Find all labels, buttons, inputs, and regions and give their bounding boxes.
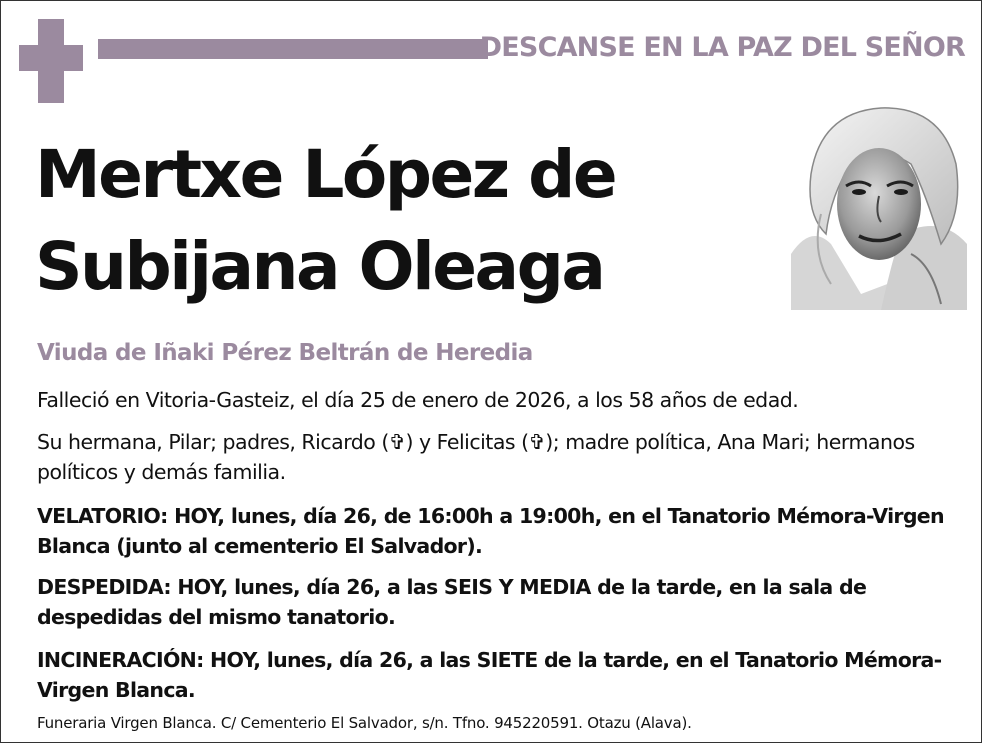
header-motto: DESCANSE EN LA PAZ DEL SEÑOR: [479, 32, 965, 63]
header-bar: [98, 39, 488, 59]
portrait-photo: [791, 104, 967, 310]
funeral-home-footer: Funeraria Virgen Blanca. C/ Cementerio El Salvador, s/n. Tfno. 945220591. Otazu (Alava).: [37, 714, 692, 732]
death-notice: Falleció en Vitoria-Gasteiz, el día 25 de enero de 2026, a los 58 años de edad.: [37, 388, 799, 412]
despedida-info: DESPEDIDA: HOY, lunes, día 26, a las SEIS Y MEDIA de la tarde, en la sala de despedidas del mismo tanatorio.: [37, 575, 867, 629]
widow-of-subtitle: Viuda de Iñaki Pérez Beltrán de Heredia: [37, 340, 533, 366]
velatorio-info: VELATORIO: HOY, lunes, día 26, de 16:00h a 19:00h, en el Tanatorio Mémora-Virgen Blanca (junto al cementerio El Salvador).: [37, 504, 944, 558]
deceased-name-line2: Subijana Oleaga: [35, 228, 604, 305]
incineracion-info: INCINERACIÓN: HOY, lunes, día 26, a las SIETE de la tarde, en el Tanatorio Mémora-Virgen Blanca.: [37, 648, 942, 702]
deceased-name-line1: Mertxe López de: [35, 136, 616, 213]
family-list: Su hermana, Pilar; padres, Ricardo (✞) y Felicitas (✞); madre política, Ana Mari; hermanos políticos y demás familia.: [37, 430, 915, 484]
deceased-name: [35, 129, 615, 313]
portrait-image: [791, 104, 967, 310]
